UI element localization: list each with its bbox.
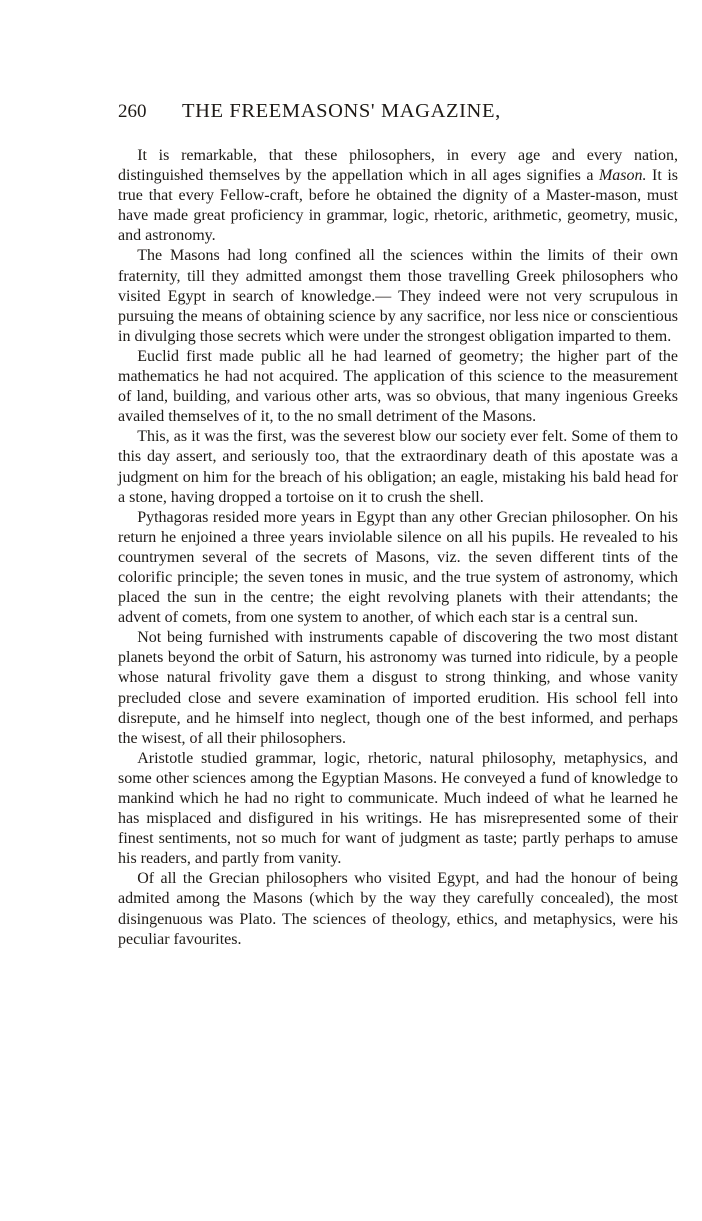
paragraph-text: Not being furnished with instruments capable of discovering the two most distant planets beyond the orbit of Saturn, his astronomy was turned into ridicule, by a people whose natural frivolity gave them a disgust to strong thinking, and whose vanity precluded close and severe examination of imported erudition. His school fell into disrepute, and he himself into neglect, though one of the best informed, and perhaps the wisest, of all their philosophers.	[118, 629, 678, 747]
paragraph-text: The Masons had long confined all the sciences within the limits of their own fraternity, till they admitted amongst them those travelling Greek philosophers who visited Egypt in search of knowledge.— They indeed were not very scrupulous in pursuing the means of obtaining science by any sacrifice, nor less nice or conscientious in divulging those secrets which were under the strongest obligation imparted to them.	[118, 247, 678, 345]
paragraph-text-continued: It is true that every Fellow-craft, before he obtained the dignity of a Master-mason, must have made great proficiency in grammar, logic, rhetoric, arithmetic, geometry, music, and astronomy.	[118, 167, 678, 245]
paragraph	[118, 246, 678, 346]
paragraph	[118, 347, 678, 427]
paragraph	[118, 427, 678, 507]
paragraph-text: Of all the Grecian philosophers who visited Egypt, and had the honour of being admited among the Masons (which by the way they carefully concealed), the most disingenuous was Plato. The sciences of theology, ethics, and metaphysics, were his peculiar favourites.	[118, 870, 678, 948]
italic-term: Mason.	[598, 167, 647, 185]
paragraph-text: This, as it was the first, was the severest blow our society ever felt. Some of them to this day assert, and seriously too, that the extraordinary death of this apostate was a judgment on him for the breach of his obligation; an eagle, mistaking his bald head for a stone, having dropped a tortoise on it to crush the shell.	[118, 428, 678, 506]
page-number: 260	[118, 101, 147, 122]
paragraph-text: Pythagoras resided more years in Egypt than any other Grecian philosopher. On his return he enjoined a three years inviolable silence on all his pupils. He revealed to his countrymen several of the secrets of Masons, viz. the seven different tints of the colorific principle; the seven tones in music, and the true system of astronomy, which placed the sun in the centre; the eight revolving planets with their attendants; the advent of comets, from one system to another, of which each star is a central sun.	[118, 508, 678, 627]
paragraph-text: Aristotle studied grammar, logic, rhetoric, natural philosophy, metaphysics, and some other sciences among the Egyptian Masons. He conveyed a fund of knowledge to mankind which he had no right to communicate. Much indeed of what he learned he has misplaced and disfigured in his writings. He has misrepresented some of their finest sentiments, not so much for want of judgment as taste; partly perhaps to amuse his readers, and partly from vanity.	[118, 749, 678, 868]
paragraph	[118, 628, 678, 749]
paragraph	[118, 146, 678, 246]
running-title: THE FREEMASONS' MAGAZINE,	[182, 100, 501, 122]
page-header	[118, 100, 678, 128]
body-text	[118, 146, 678, 950]
paragraph-text: It is remarkable, that these philosophers, in every age and every nation, distinguished themselves by the appellation which in all ages signifies a	[118, 147, 678, 185]
paragraph	[118, 869, 678, 949]
paragraph	[118, 508, 678, 629]
paragraph-text: Euclid first made public all he had learned of geometry; the higher part of the mathematics he had not acquired. The application of this science to the measurement of land, building, and various other arts, was so obvious, that many ingenious Greeks availed themselves of it, to the no small detriment of the Masons.	[118, 347, 678, 426]
paragraph	[118, 749, 678, 870]
